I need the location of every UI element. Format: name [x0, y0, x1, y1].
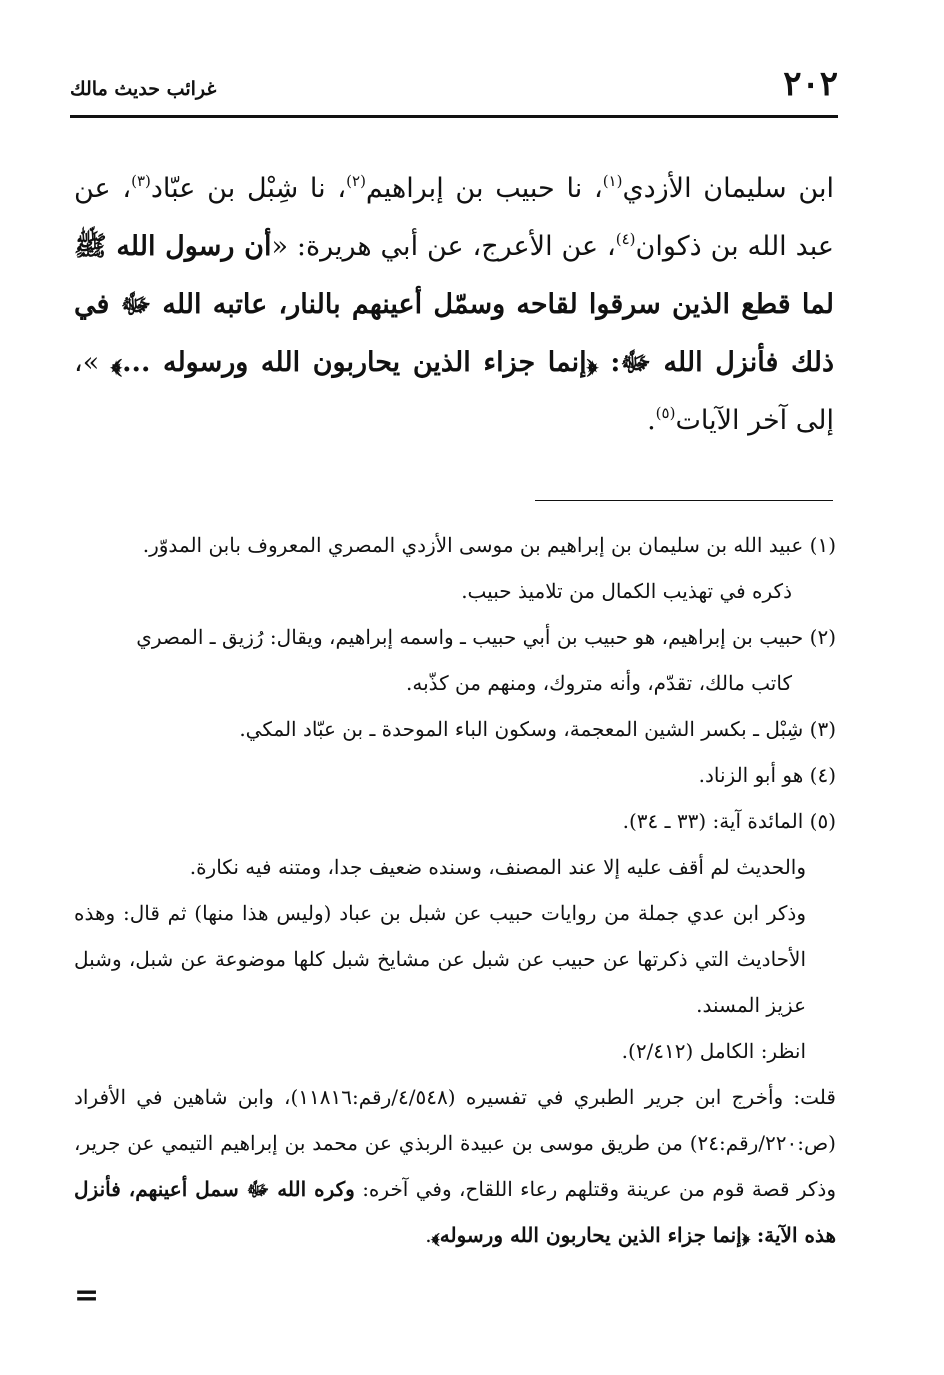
- footnote-5: (٥) المائدة آية: (٣٣ ـ ٣٤).: [622, 809, 836, 833]
- page-number: ٢٠٢: [783, 64, 838, 104]
- footnote-5-para-1: والحديث لم أقف عليه إلا عند المصنف، وسنده ضعيف جدا، ومتنه فيه نكارة.: [189, 855, 806, 879]
- footnote-ref-2: (٢): [346, 172, 366, 190]
- isnad-text: ، نا شِبْل بن عبّاد: [150, 173, 347, 204]
- footnote-1-continuation: ذكره في تهذيب الكمال من تلاميذ حبيب.: [461, 579, 792, 603]
- footnote-ref-4: (٤): [615, 230, 636, 248]
- footnote-5-para-2: وذكر ابن عدي جملة من روايات حبيب عن شبل بن عباد (وليس هذا منها) ثم قال: وهذه الأحاديث التي ذكرتها عن حبيب عن شبل عن مشايخ شبل كلها موضوعة عن شبل، وشبل عزيز المسند.: [74, 901, 806, 1017]
- footnote-5-para-4: [74, 1074, 836, 1258]
- footnote-2-continuation: كاتب مالك، تقدّم، وأنه متروك، ومنهم من كذّبه.: [406, 671, 792, 695]
- header-rule: [70, 115, 838, 118]
- footnote-5-para-3: انظر: الكامل (٢/٤١٢).: [621, 1039, 806, 1063]
- matn-text: أن رسول الله ﷺ لما قطع الذين سرقوا لقاحه وسمّل أعينهم بالنار، عاتبه الله ﷻ في ذلك فأنزل الله ﷻ: ﴿إنما جزاء الذين يحاربون الله ورسوله ...﴾: [74, 231, 834, 378]
- para-4-end: .: [425, 1223, 432, 1247]
- footnotes: [74, 522, 836, 1258]
- isnad-text: ، نا حبيب بن إبراهيم: [365, 173, 603, 204]
- footnote-ref-3: (٣): [131, 172, 151, 190]
- footnote-rule: [535, 500, 833, 501]
- running-title: غرائب حديث مالك: [70, 78, 217, 100]
- continuation-mark: =: [74, 1278, 100, 1313]
- footnote-2: (٢) حبيب بن إبراهيم، هو حبيب بن أبي حبيب ـ واسمه إبراهيم، ويقال: رُزيق ـ المصري: [136, 625, 836, 649]
- main-text: [74, 160, 834, 450]
- para-4-quote: وكره الله ﷻ سمل أعينهم، فأنزل هذه الآية: ﴿إنما جزاء الذين يحاربون الله ورسوله﴾: [74, 1177, 836, 1247]
- footnote-1: (١) عبيد الله بن سليمان بن إبراهيم بن موسى الأزدي المصري المعروف بابن المدوّر.: [142, 533, 836, 557]
- isnad-text: ، عن الأعرج، عن أبي هريرة: «: [271, 231, 616, 262]
- footnote-3: (٣) شِبْل ـ بكسر الشين المعجمة، وسكون الباء الموحدة ـ بن عبّاد المكي.: [239, 717, 836, 741]
- hadith-paragraph: [74, 160, 834, 450]
- isnad-text: ، عن عبد الله بن ذكوان: [74, 173, 835, 262]
- page-header: [70, 60, 838, 112]
- footnote-ref-1: (١): [602, 172, 623, 190]
- footnote-4: (٤) هو أبو الزناد.: [698, 763, 836, 787]
- footnote-ref-5: (٥): [655, 404, 676, 422]
- closing-text: »، إلى آخر الآيات: [74, 347, 834, 436]
- closing-period: .: [647, 405, 656, 436]
- isnad-text: ابن سليمان الأزدي: [622, 173, 834, 204]
- para-4-text: قلت: وأخرج ابن جرير الطبري في تفسيره (٤/٥٤٨/رقم:١١٨١٦)، وابن شاهين في الأفراد (ص:٢٢٠/رقم:٢٤) من طريق موسى بن عبيدة الربذي عن محمد بن إبراهيم التيمي عن جرير، وذكر قصة قوم من عرينة وقتلهم رعاء اللقاح، وفي آخره:: [74, 1085, 836, 1201]
